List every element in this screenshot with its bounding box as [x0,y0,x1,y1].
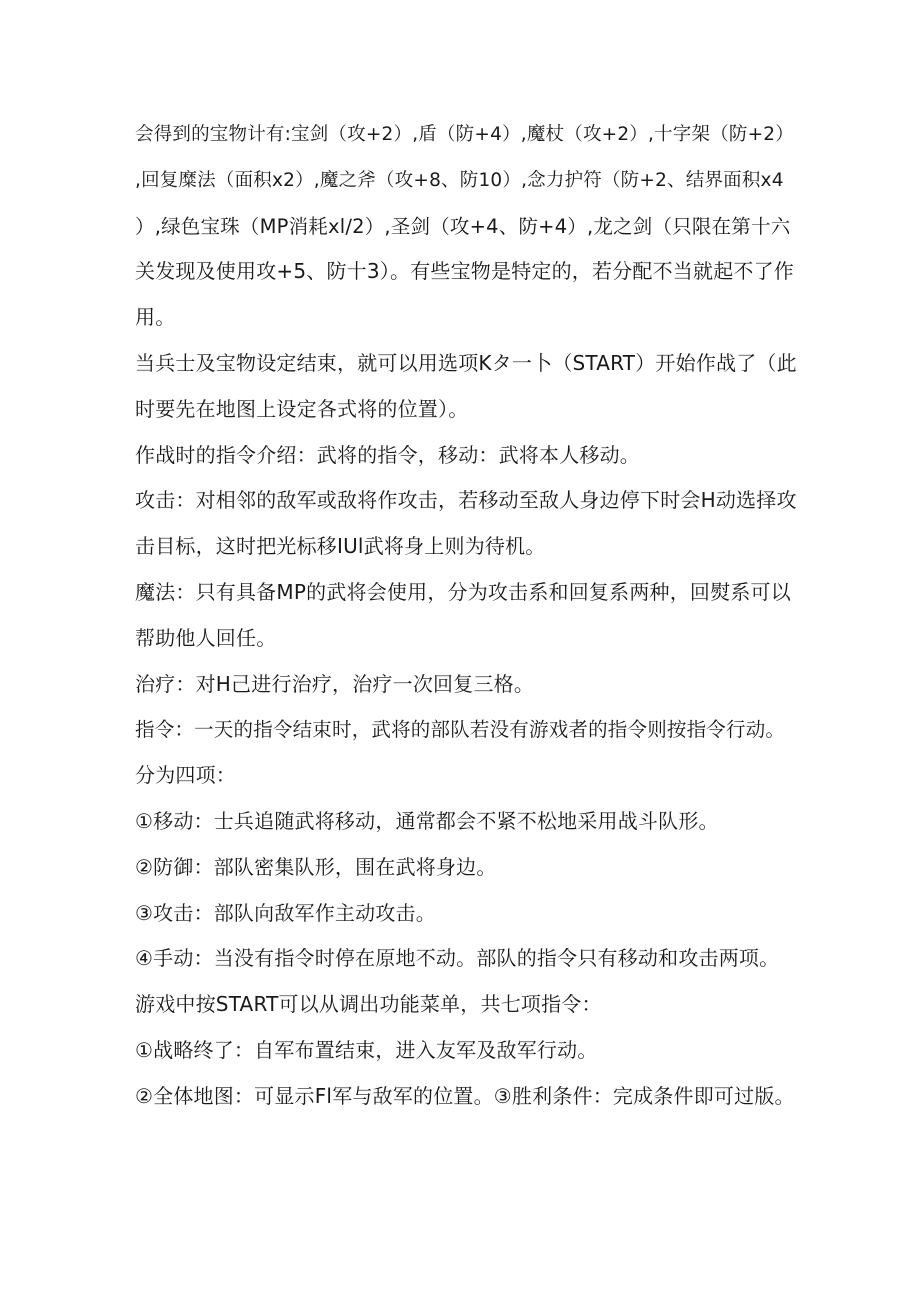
text-line: 会得到的宝物计有:宝剑（攻+2）,盾（防+4）,魔杖（攻+2）,十字架（防+2） [135,124,794,145]
text-line: 治疗：对H己进行治疗，治疗一次回复三格。 [135,671,535,696]
text-line: ②防御：部队密集队形，围在武将身边。 [135,854,497,879]
text-line: ④手动：当没有指令时停在原地不动。部队的指令只有移动和攻击两项。 [135,946,780,971]
text-line: ①战略终了：自军布置结束，进入友军及敌军行动。 [135,1037,598,1062]
text-line: 作战时的指令介绍：武将的指令，移动：武将本人移动。 [135,442,640,467]
text-line: 攻击：对相邻的敌军或敌将作攻击，若移动至敌人身边停下时会H动选择攻 [135,488,797,513]
text-line: 关发现及使用攻+5、防十3）。有些宝物是特定的，若分配不当就起不了作 [135,259,795,284]
text-line: 帮助他人回任。 [135,625,277,650]
text-line: 击目标，这时把光标移IUl武将身上则为待机。 [135,534,546,559]
text-line: ,回复糜法（面积x2）,魔之斧（攻+8、防10）,念力护符（防+2、结界面积x4 [135,169,784,191]
document-body [135,112,797,1120]
text-line: 当兵士及宝物设定结束，就可以用选项Kタ一卜（START）开始作战了（此 [135,350,797,375]
text-line: 分为四项： [135,763,236,788]
text-line: 时要先在地图上设定各式将的位置）。 [135,396,469,421]
text-line: 用。 [135,305,176,330]
text-line: ②全体地图：可显示Fl军与敌军的位置。③胜利条件：完成条件即可过版。 [135,1083,795,1108]
text-line: ）,绿色宝珠（MP消耗xl∕2）,圣剑（攻+4、防+4）,龙之剑（只限在第十六 [135,214,791,238]
text-line: ③攻击：部队向敌军作主动攻击。 [135,900,436,925]
text-line: 指令：一天的指令结束时，武将的部队若没有游戏者的指令则按指令行动。 [135,718,786,742]
text-line: ①移动：士兵追随武将移动，通常都会不紧不松地采用战斗队形。 [135,808,719,833]
text-line: 魔法：只有具备MP的武将会使用，分为攻击系和回复系两种，回熨系可以 [135,579,791,604]
text-line: 游戏中按START可以从调出功能菜单，共七项指令： [135,992,602,1017]
